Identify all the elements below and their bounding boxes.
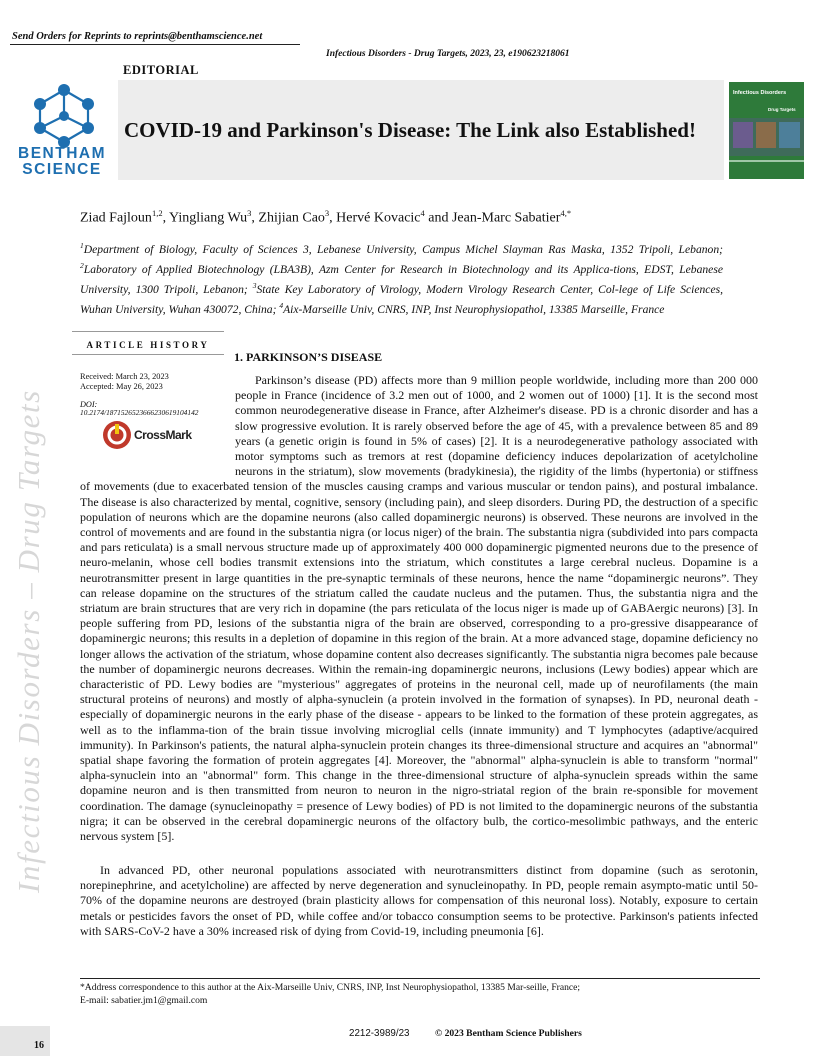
reprint-rule: [10, 44, 300, 45]
correspondence-address: *Address correspondence to this author at the Aix-Marseille Univ, CNRS, INP, Inst Neurophysiopathol, 13385 Mar-seille, France;: [80, 982, 581, 993]
accepted-date: Accepted: May 26, 2023: [80, 382, 163, 391]
doi-link[interactable]: 10.2174/1871526523666230619104142: [80, 408, 199, 417]
cover-artwork: [729, 82, 804, 179]
history-bottom-rule: [72, 354, 224, 355]
article-history-heading: ARTICLE HISTORY: [86, 340, 210, 350]
publisher-name: 2023 Bentham Science Publishers: [444, 1028, 582, 1039]
issn: 2212-3989/23: [349, 1028, 410, 1039]
author-name: Ziad Fajloun: [80, 210, 152, 226]
sidebar-wrap-spacer: [80, 373, 235, 465]
affiliation-text: Aix-Marseille Univ, CNRS, INP, Inst Neurophysiopathol, 13385 Marseille, France: [283, 303, 665, 317]
page-number: 16: [34, 1040, 44, 1051]
article-id: , e190623218061: [503, 49, 570, 59]
author-name: Zhijian Cao: [258, 210, 325, 226]
publisher-copyright: © 2023 Bentham Science Publishers: [435, 1028, 582, 1039]
author-affiliation-marker: 3: [247, 208, 252, 218]
author-name: Yingliang Wu: [169, 210, 248, 226]
affiliation-number: 1: [80, 241, 84, 250]
paragraph-1-text: Parkinson’s disease (PD) affects more than 9 million people worldwide, including more than 200 000 people in France (incidence of 3.2 men out of 1000, and 2 women out of 1000) [1]. It is the second most common neurodegenerative disease in France, after Alzheimer's disease. PD is a chronic disorder and has a slow progressive evolution. It is rarely observed before the age of 45, with a prevalence between 85 and 89 years (a genetic origin is found in 5% of cases) [2]. It is a neurodegenerative pathology associated with motor symptoms such as tremors at rest (dopamine deficiency induces depolarization of acetylcholine neurons in the striatum), slow movements (bradykinesia), the rigidity of the limbs (hypertonia) or stiffness of movements (due to exacerbated tension of the muscles causing cramps and various muscular or tendon pains), and postural imbalance. The disease is also characterized by mental, cognitive, sensory (including pain), and sleep disorders. During PD, the destruction of a specific population of neurons which are the dopamine neurons (also called dopaminergic neurons) is observed. These neurons are involved in the control of movements and are found in the substantia nigra (or locus niger) of the brain. The substantia nigra (subdivided into pars compacta and pars reticulata) is a small nervous structure made up of approximately 400 000 dopaminergic pigmented neurons due to the presence of neuro-melanin, whose cell bodies transmit extensions into the striatum, which constitutes a large cerebral nucleus. Dopamine is a neurotransmitter present in large quantities in the pre-synaptic terminals of these neurons, hence the name “dopaminergic neurons”. They can release dopamine on the structures of the striatum called the caudate nucleus and the putamen. Thus, the substantia nigra and the striatum are brain structures that are very rich in dopamine (the pars reticulata of the locus niger is made up of GABAergic neurons) [3]. In people suffering from PD, lesions of the substantia nigra of the brain are observed, corresponding to a pro-gressive disappearance of dopaminergic neurons; this results in a depletion of dopamine in this region of the brain. At a more advanced stage, dopamine deficiency no longer allows the activation of the striatum, whose dopamine content also decreases significantly. The substantia nigra becomes pale because the number of dopaminergic neurons decreases. Within the remain-ing dopaminergic neurons, inclusions (Lewy bodies) appear which are characteristic of PD. Lewy bodies are "mysterious" aggregates of proteins in the neuronal cell, made up of neurofilaments (the main structural proteins of neurons) and mostly of alpha-synuclein (a protein involved in the formation of synapses). In PD, neuronal death - especially of dopaminergic neurons in the early phase of the disease - appears to be linked to the formation of these protein aggregates, as well as to the inflamma-tion of the brain tissue involving microglial cells (innate immunity) and T lymphocytes (adaptive/acquired immunity). In Parkinson's patients, the natural alpha-synuclein protein changes its three-dimensional structure and acquires an "abnormal" spatial shape favoring the formation of protein aggregates [4]. Moreover, the "abnormal" alpha-synuclein is able to transform "normal" alpha-synuclein into an "abnormal" form. This change in the three-dimensional structure of alpha-synuclein spreads within the same dopamine neuron and is then transmitted from neuron to neuron in the nigro-striatal region of the brain re-sponsible for movement coordination. The damage (synucleinopathy = presence of Lewy bodies) of PD is not limited to the dopaminergic neurons of the substantia nigra; it can be observed in the cerebral dopaminergic neurons of the olfactory bulb, the cortico-mesolimbic pathways, and the enteric nervous system [5].: [80, 373, 758, 844]
affiliation-text: Laboratory of Applied Biotechnology (LBA3B), Azm Center for Research in Biotechnology and its Applica-tions, EDST, Lebanese University, 1300 Tripoli, Lebanon;: [80, 263, 723, 297]
affiliation-number: 4: [279, 301, 284, 311]
author-separator: ,: [162, 210, 170, 226]
correspondence-email[interactable]: E-mail: sabatier.jm1@gmail.com: [80, 995, 208, 1006]
author-list: [80, 208, 571, 227]
author-separator: ,: [251, 210, 259, 226]
affiliation-number: 3: [252, 281, 257, 291]
journal-name: Infectious Disorders - Drug Targets: [326, 49, 466, 59]
author-name: Hervé Kovacic: [336, 210, 421, 226]
paragraph-1: [80, 373, 758, 844]
author-name: Jean-Marc Sabatier: [451, 210, 561, 226]
paragraph-2-text: In advanced PD, other neuronal populations associated with neurotransmitters distinct from dopamine (such as serotonin, norepinephrine, and acetylcholine) are affected by nerve degeneration and synucleinopathy. In PD, people remain asympto-matic until 50-70% of the dopamine neurons are destroyed (brain plasticity allows for compensation of this neuronal loss). Notably, exposure to certain metals or pesticides favors the onset of PD, while coffee and/or tobacco consumption seems to be protective. Parkinson's patients infected with SARS-CoV-2 have a 30% increased risk of dying from Covid-19, including pneumonia [6].: [80, 863, 758, 938]
received-date: Received: March 23, 2023: [80, 372, 169, 381]
footnote-rule: [80, 978, 760, 979]
author-affiliation-marker: 1,2: [151, 208, 163, 218]
logo-line-2: SCIENCE: [22, 161, 102, 178]
journal-year: , 2023,: [465, 49, 495, 59]
affiliation-number: 2: [80, 261, 84, 271]
reprint-notice: Send Orders for Reprints to reprints@benthamscience.net: [12, 31, 263, 42]
journal-volume: 23: [494, 49, 504, 59]
cover-title: Infectious Disorders: [733, 90, 787, 96]
history-top-rule: [72, 331, 224, 332]
journal-citation: [326, 49, 570, 59]
journal-cover: [729, 82, 804, 179]
author-separator: ,: [329, 210, 337, 226]
article-title: COVID-19 and Parkinson's Disease: The Link also Established!: [124, 118, 696, 142]
section-label: EDITORIAL: [123, 63, 199, 77]
affiliations: [80, 238, 723, 319]
author-affiliation-marker: 3: [324, 208, 330, 218]
author-separator: and: [424, 210, 452, 226]
doi-label: DOI:: [80, 400, 98, 409]
paragraph-2: [80, 863, 758, 939]
author-affiliation-marker: 4,*: [560, 208, 572, 218]
cover-subtitle: Drug Targets: [768, 107, 796, 112]
correspondence-footnote: [80, 981, 580, 1007]
section-heading: 1. PARKINSON’S DISEASE: [234, 350, 383, 364]
affiliation-text: Department of Biology, Faculty of Sciences 3, Lebanese University, Campus Michel Slayman Ras Maska, 1352 Tripoli, Lebanon;: [83, 242, 723, 256]
author-affiliation-marker: 4: [420, 208, 425, 218]
journal-watermark: Infectious Disorders – Drug Targets: [11, 389, 46, 893]
crossmark-label: CrossMark: [134, 428, 192, 442]
bentham-logo-text: [10, 146, 114, 178]
logo-line-1: BENTHAM: [18, 145, 106, 162]
affiliation-text: State Key Laboratory of Virology, Modern Virology Research Center, Col-lege of Life Sciences, Wuhan University, Wuhan 430072, China;: [80, 283, 724, 317]
